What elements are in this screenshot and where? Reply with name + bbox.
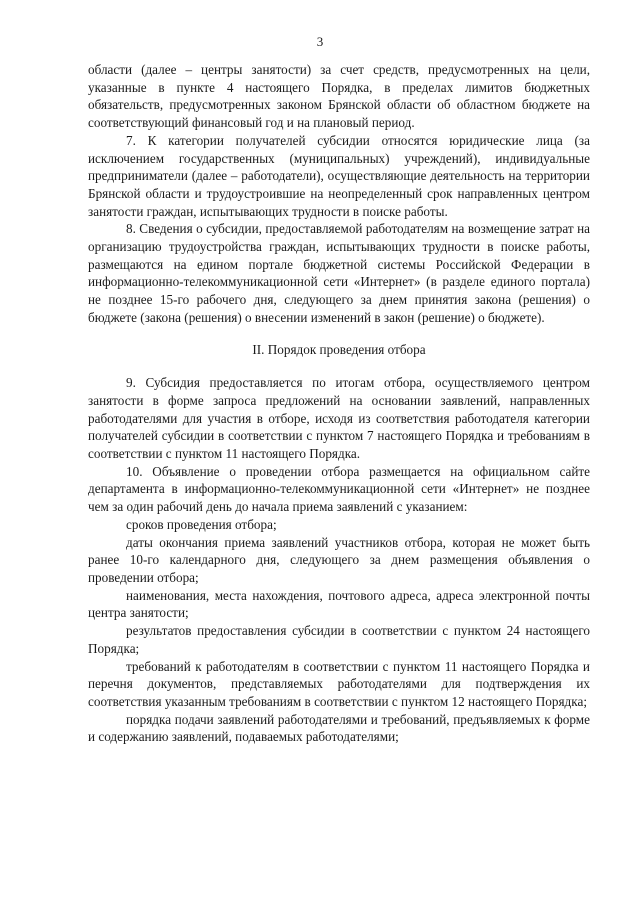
paragraph-7: 7. К категории получателей субсидии относятся юридические лица (за исключением государственных (муниципальных) учреждений), индивидуальные предприниматели (далее – работодатели), осуществляющие деятельность на территории Брянской области и трудоустроившие на неопределенный срок направленных центром занятости граждан, испытывающих трудности в поиске работы.: [88, 132, 590, 219]
list-item: порядка подачи заявлений работодателями и требований, предъявляемых к форме и содержанию заявлений, подаваемых работодателями;: [88, 711, 590, 745]
list-item: даты окончания приема заявлений участников отбора, которая не может быть ранее 10-го календарного дня, следующего за днем размещения объявления о проведении отбора;: [88, 534, 590, 585]
paragraph-9: 9. Субсидия предоставляется по итогам отбора, осуществляемого центром занятости в форме запроса предложений на основании заявлений, направленных работодателями для участия в отборе, исходя из соответствия работодателя категории получателей субсидии в соответствии с пунктом 7 настоящего Порядка и требованиям в соответствии с пунктом 11 настоящего Порядка.: [88, 375, 590, 462]
document-body: [88, 61, 590, 746]
list-item: сроков проведения отбора;: [126, 516, 277, 532]
section-heading: II. Порядок проведения отбора: [252, 341, 426, 357]
paragraph-continuation: области (далее – центры занятости) за счет средств, предусмотренных на цели, указанные в пункте 4 настоящего Порядка, в пределах лимитов бюджетных обязательств, предусмотренных законом Брянской области об областном бюджете на соответствующий финансовый год и на плановый период.: [88, 62, 590, 131]
paragraph-10: 10. Объявление о проведении отбора размещается на официальном сайте департамента в информационно-телекоммуникационной сети «Интернет» не позднее чем за один рабочий день до начала приема заявлений с указанием:: [88, 463, 590, 515]
list-item: результатов предоставления субсидии в соответствии с пунктом 24 настоящего Порядка;: [88, 623, 590, 656]
page-number: 3: [316, 34, 324, 49]
list-item: требований к работодателям в соответствии с пунктом 11 настоящего Порядка и перечня документов, представляемых работодателями для подтверждения их соответствия указанным требованиям в соответствии с пунктом 12 настоящего Порядка;: [88, 658, 590, 709]
paragraph-8: 8. Сведения о субсидии, предоставляемой работодателям на возмещение затрат на организацию трудоустройства граждан, испытывающих трудности в поиске работы, размещаются на едином портале бюджетной системы Российской Федерации в информационно-телекоммуникационной сети «Интернет» (в разделе единого портала) не позднее 15-го рабочего дня, следующего за днем принятия закона (решения) о бюджете (закона (решения) о внесении изменений в закон (решение) о бюджете).: [88, 221, 590, 325]
list-item: наименования, места нахождения, почтового адреса, адреса электронной почты центра занятости;: [88, 587, 590, 621]
